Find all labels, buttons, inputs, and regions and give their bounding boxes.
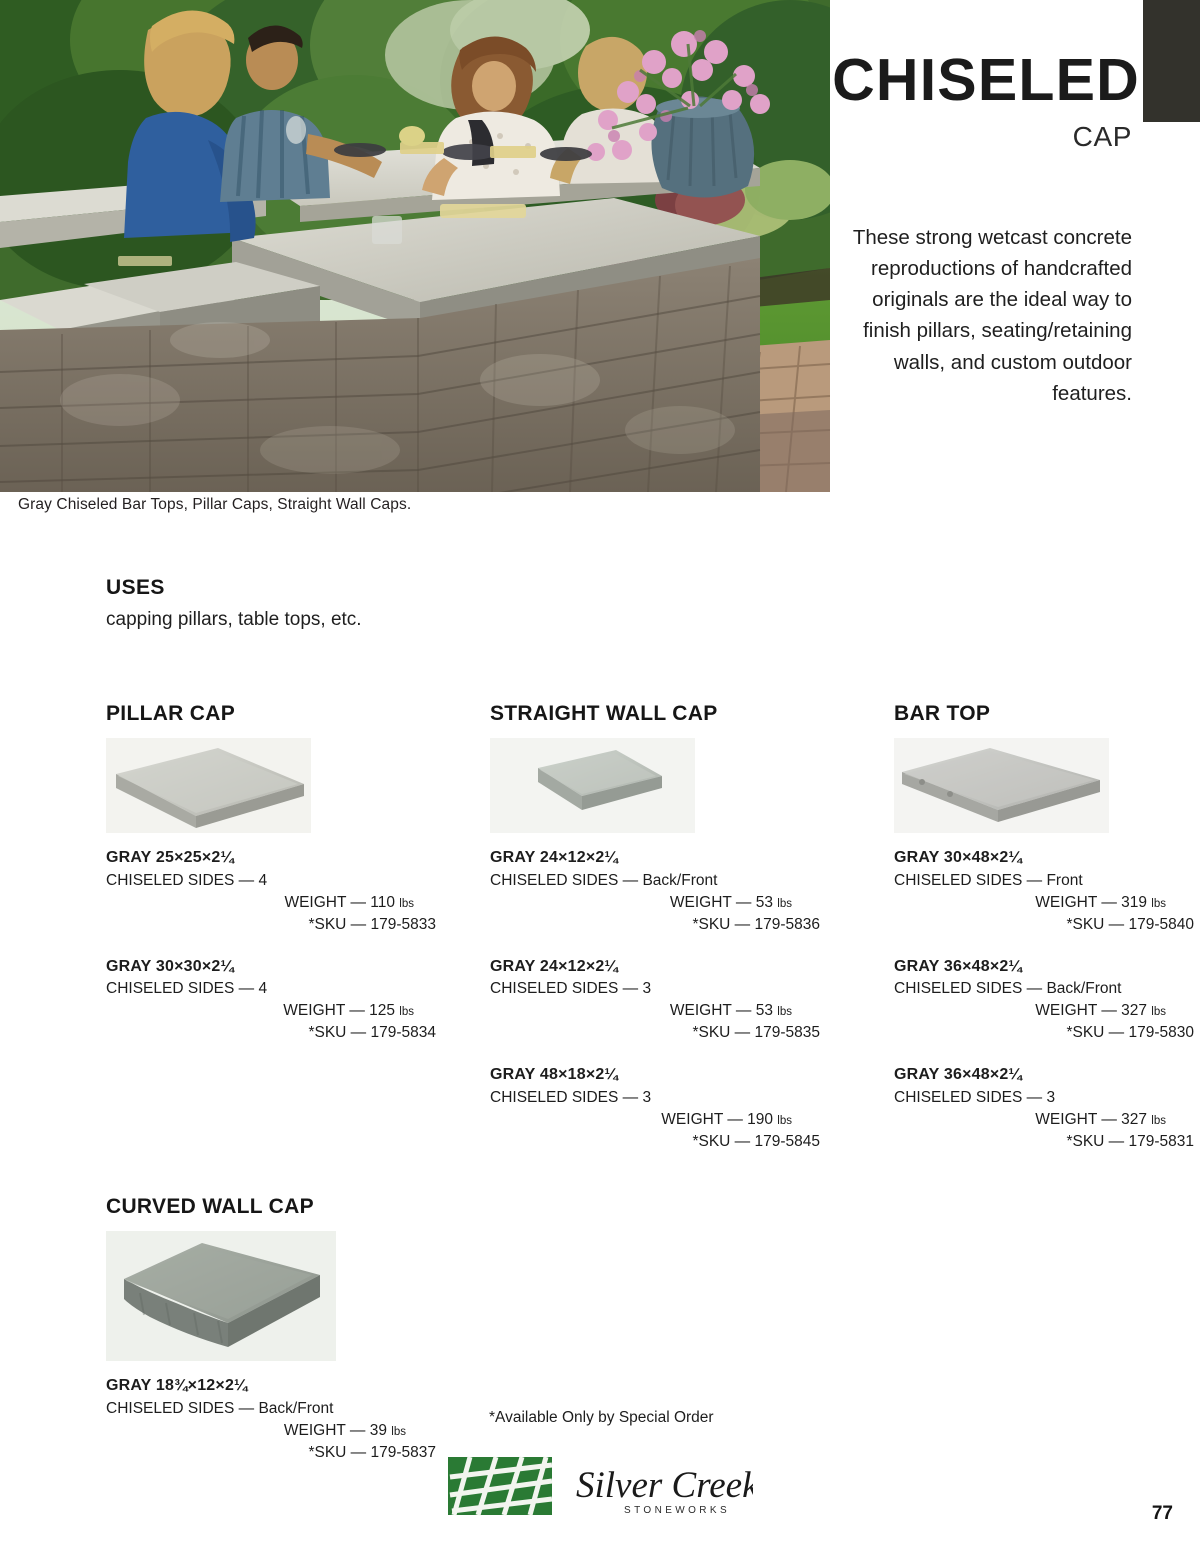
variant-size: GRAY 24×12×2¼ (490, 849, 619, 866)
variant-sides: CHISELED SIDES — Back/Front (106, 1399, 334, 1417)
variant-weight (894, 1000, 1194, 1022)
special-order-note: *Available Only by Special Order (489, 1409, 714, 1426)
product-bar-top (894, 702, 1194, 1153)
variant-size: GRAY 30×48×2¼ (894, 849, 1023, 866)
variant-weight-value: WEIGHT — 125 (283, 1002, 395, 1020)
product-heading: BAR TOP (894, 702, 991, 725)
page-number: 77 (1151, 1503, 1173, 1524)
hero-photo (0, 0, 830, 492)
variant-sides: CHISELED SIDES — Front (894, 871, 1083, 889)
variant-item (894, 956, 1194, 1045)
variant-weight-unit: lbs (1151, 897, 1166, 910)
variant-weight (106, 892, 436, 914)
variant-weight-value: WEIGHT — 327 (1035, 1002, 1147, 1020)
uses-section (106, 576, 362, 631)
variant-sides: CHISELED SIDES — 3 (490, 980, 652, 998)
variant-sku: *SKU — 179-5835 (692, 1024, 820, 1042)
page-title-block (792, 47, 1140, 153)
variant-item (106, 1375, 436, 1464)
variant-sides: CHISELED SIDES — 4 (106, 871, 268, 889)
variant-item (490, 847, 820, 936)
variant-weight-unit: lbs (391, 1425, 406, 1438)
variant-weight-unit: lbs (1151, 1006, 1166, 1019)
variant-size: GRAY 48×18×2¼ (490, 1066, 619, 1084)
product-pillar-cap (106, 702, 436, 1044)
variant-sku: *SKU — 179-5845 (692, 1133, 820, 1151)
variant-size: GRAY 36×48×2¼ (894, 957, 1023, 975)
variant-sku: *SKU — 179-5833 (308, 915, 436, 933)
variant-weight-unit: lbs (777, 1115, 792, 1128)
product-heading: CURVED WALL CAP (106, 1195, 314, 1218)
variant-item (490, 956, 820, 1045)
variant-list (106, 1375, 436, 1464)
variant-sku: *SKU — 179-5831 (1066, 1133, 1194, 1151)
variant-item (894, 1064, 1194, 1153)
variant-weight-unit: lbs (777, 897, 792, 910)
variant-sku: *SKU — 179-5834 (308, 1024, 436, 1042)
variant-item (894, 847, 1194, 936)
variant-sides: CHISELED SIDES — 3 (490, 1089, 652, 1107)
variant-weight (106, 1000, 436, 1022)
variant-weight (490, 1000, 820, 1022)
variant-list (106, 847, 436, 1044)
product-straight-wall-cap (490, 702, 820, 1153)
bar-top-thumbnail (894, 738, 1109, 833)
uses-heading: USES (106, 576, 165, 599)
uses-text: capping pillars, table tops, etc. (106, 609, 362, 630)
variant-size: GRAY 25×25×2¼ (106, 849, 235, 866)
variant-weight-value: WEIGHT — 39 (283, 1421, 387, 1439)
variant-weight-value: WEIGHT — 327 (1035, 1111, 1147, 1129)
product-heading: STRAIGHT WALL CAP (490, 702, 718, 725)
variant-item (106, 956, 436, 1045)
variant-item (490, 1064, 820, 1153)
intro-paragraph: These strong wetcast concrete reproductions of handcrafted originals are the ideal way to finish pillars, seating/retaining walls, and custom outdoor features. (852, 226, 1132, 405)
logo-brand-tagline: STONEWORKS (624, 1505, 731, 1516)
variant-sides: CHISELED SIDES — Back/Front (490, 871, 718, 889)
variant-size: GRAY 18¾×12×2¼ (106, 1377, 248, 1394)
variant-weight-value: WEIGHT — 53 (669, 893, 773, 911)
curved-wall-cap-thumbnail (106, 1231, 336, 1361)
hero-caption: Gray Chiseled Bar Tops, Pillar Caps, Straight Wall Caps. (18, 496, 412, 513)
variant-sides: CHISELED SIDES — Back/Front (894, 980, 1122, 998)
variant-weight-value: WEIGHT — 190 (661, 1111, 773, 1129)
variant-size: GRAY 30×30×2¼ (106, 957, 235, 975)
logo-brand-name: Silver Creek (576, 1465, 753, 1506)
corner-accent-tab (1143, 0, 1200, 122)
product-heading: PILLAR CAP (106, 702, 235, 725)
variant-weight (894, 1109, 1194, 1131)
variant-weight-value: WEIGHT — 110 (284, 893, 395, 911)
variant-weight-unit: lbs (1151, 1115, 1166, 1128)
variant-weight (106, 1420, 436, 1442)
variant-sides: CHISELED SIDES — 3 (894, 1089, 1056, 1107)
silver-creek-logo (448, 1455, 753, 1530)
variant-weight-unit: lbs (399, 897, 414, 910)
variant-sku: *SKU — 179-5837 (308, 1443, 436, 1461)
variant-sku: *SKU — 179-5840 (1066, 915, 1194, 933)
variant-list (490, 847, 820, 1153)
variant-weight (894, 892, 1194, 914)
variant-sku: *SKU — 179-5836 (692, 915, 820, 933)
product-curved-wall-cap (106, 1195, 436, 1464)
variant-list (894, 847, 1194, 1153)
variant-size: GRAY 36×48×2¼ (894, 1066, 1023, 1084)
variant-weight (490, 892, 820, 914)
variant-weight-value: WEIGHT — 319 (1035, 893, 1147, 911)
straight-wall-cap-thumbnail (490, 738, 695, 833)
variant-item (106, 847, 436, 936)
variant-sides: CHISELED SIDES — 4 (106, 980, 268, 998)
page-title: CHISELED (832, 47, 1140, 113)
variant-sku: *SKU — 179-5830 (1066, 1024, 1194, 1042)
variant-weight (490, 1109, 820, 1131)
variant-weight-unit: lbs (777, 1006, 792, 1019)
pillar-cap-thumbnail (106, 738, 311, 833)
variant-size: GRAY 24×12×2¼ (490, 957, 619, 975)
variant-weight-unit: lbs (399, 1006, 414, 1019)
page-subtitle: CAP (1072, 120, 1132, 152)
variant-weight-value: WEIGHT — 53 (669, 1002, 773, 1020)
